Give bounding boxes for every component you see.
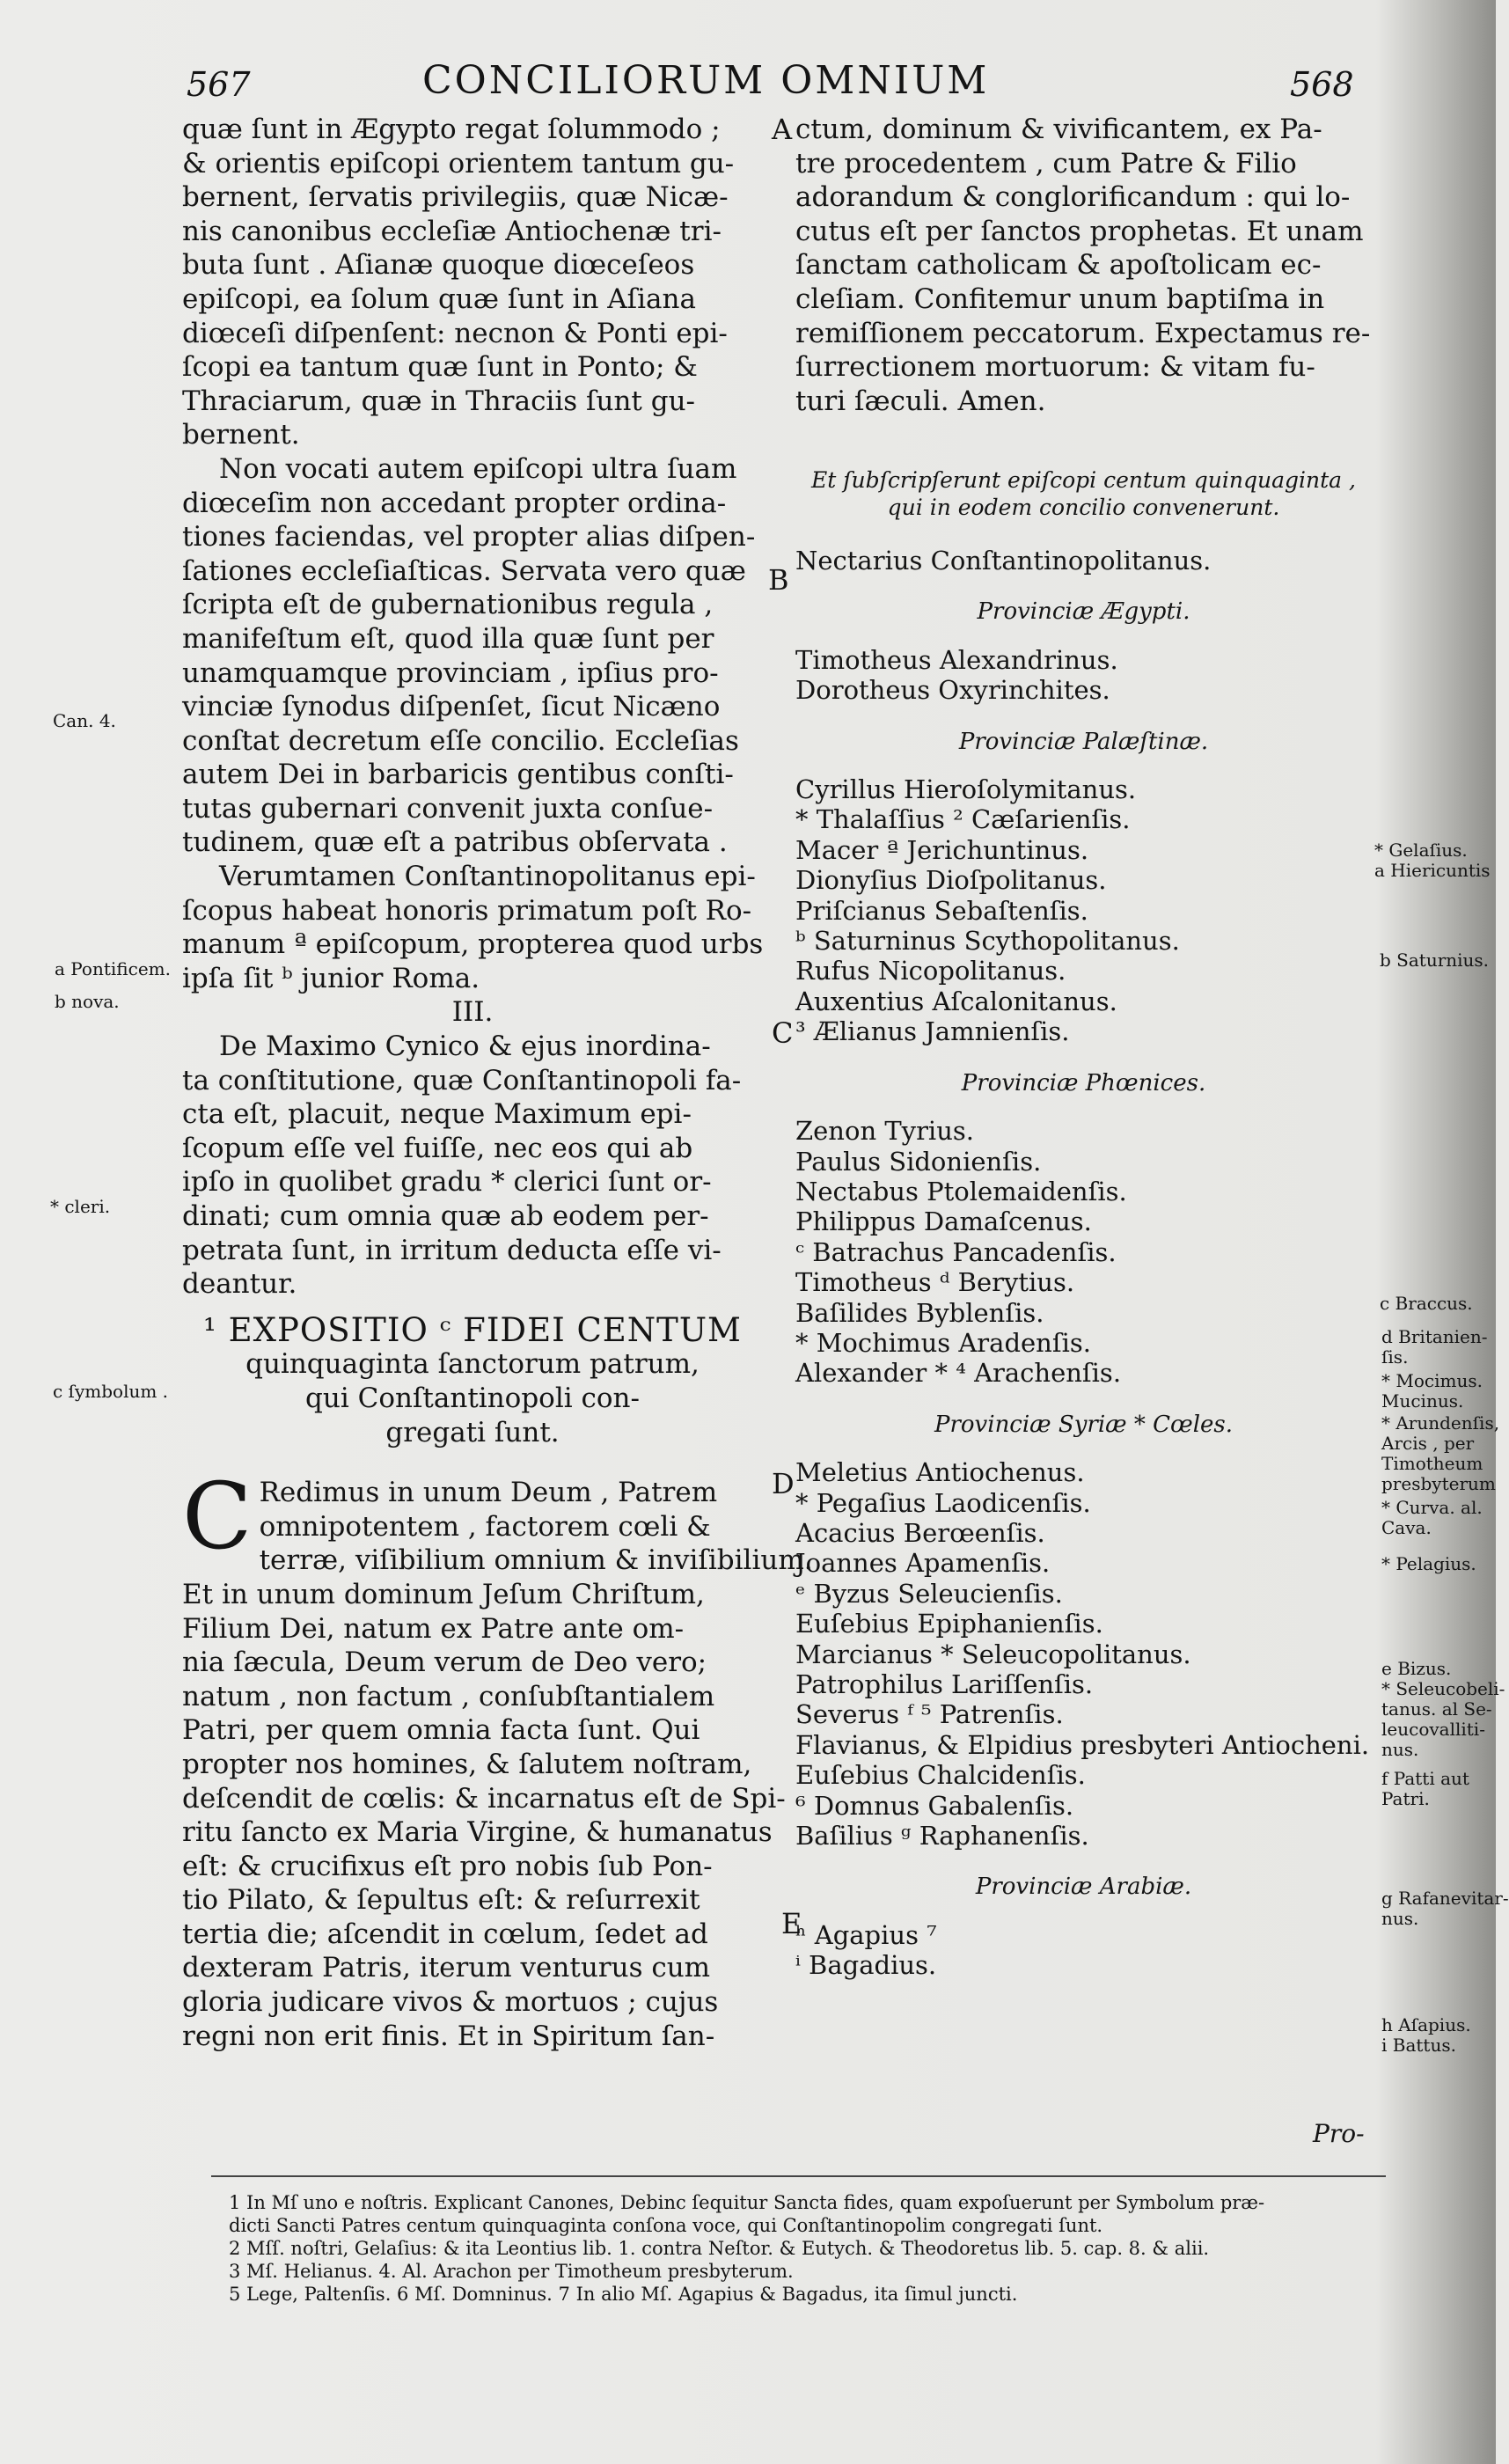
- bishop-name: Patrophilus Lariſſenſis.: [795, 1669, 1094, 1699]
- section-letter-c: C: [772, 1016, 794, 1050]
- margin-note-a: a Pontificem.: [55, 958, 171, 979]
- bishop-name: Dionyſius Dioſpolitanus.: [795, 865, 1107, 896]
- margin-line: f Patti aut: [1381, 1768, 1469, 1789]
- bishop-name: Severus ᶠ ⁵ Patrenſis.: [795, 1699, 1064, 1730]
- creed-line: tio Pilato, & ſepultus eſt: & reſurrexit: [182, 1884, 700, 1917]
- bishop-name: Timotheus Alexandrinus.: [795, 644, 1118, 675]
- running-title: CONCILIORUM OMNIUM: [422, 58, 990, 103]
- bishop-name: Rufus Nicopolitanus.: [795, 956, 1066, 986]
- text-line: conſtat decretum eſſe concilio. Eccleſias: [182, 724, 739, 757]
- text-line: & orientis epiſcopi orientem tantum gu-: [182, 147, 735, 180]
- margin-line: tanus. al Se-: [1381, 1698, 1492, 1720]
- text-line: nis canonibus eccleſiæ Antiochenæ tri-: [182, 215, 722, 247]
- bishop-name: ³ Ælianus Jamnienſis.: [795, 1016, 1070, 1047]
- bishop-name: Priſcianus Sebaſtenſis.: [795, 895, 1088, 926]
- text-line: dinati; cum omnia quæ ab eodem per-: [182, 1200, 709, 1232]
- bishop-name: * Mochimus Aradenſis.: [795, 1327, 1091, 1358]
- margin-line: * Curva. al.: [1381, 1497, 1483, 1518]
- text-line: bernent, ſervatis privilegiis, quæ Nicæ-: [182, 181, 729, 214]
- creed-line: tertia die; aſcendit in cœlum, ſedet ad: [182, 1918, 708, 1950]
- creed-line: gloria judicare vivos & mortuos ; cujus: [182, 1986, 719, 2019]
- creed-line: Redimus in unum Deum , Patrem: [259, 1477, 718, 1509]
- margin-note-r10: [1381, 1769, 1469, 1809]
- margin-line: * Seleucobeli-: [1381, 1678, 1505, 1699]
- bishop-name: Euſebius Epiphanienſis.: [795, 1609, 1103, 1639]
- footnote-line: dicti Sancti Patres centum quinquaginta conſona voce, qui Conſtantinopolim congregati ſunt.: [229, 2215, 1103, 2236]
- creed-line: dexteram Patris, iterum venturus cum: [182, 1952, 711, 1984]
- text-line: vinciæ ſynodus diſpenſet, ſicut Nicæno: [182, 691, 721, 723]
- creed-line: ſanctam catholicam & apoſtolicam ec-: [795, 249, 1322, 282]
- text-line: ſcopum eſſe vel fuiſſe, nec eos qui ab: [182, 1132, 693, 1164]
- text-line: ipſa ſit ᵇ junior Roma.: [182, 962, 480, 994]
- creed-line: cutus eſt per ſanctos prophetas. Et unam: [795, 215, 1364, 247]
- margin-note-can: Can. 4.: [53, 710, 116, 731]
- catchword: Pro-: [1313, 2119, 1365, 2148]
- margin-note-b: b nova.: [55, 991, 120, 1012]
- subscription-line: qui in eodem concilio convenerunt.: [887, 495, 1280, 520]
- section-letter-d: D: [772, 1467, 795, 1500]
- subtitle-line: qui Conſtantinopoli con-: [305, 1382, 640, 1414]
- province-heading: Provinciæ Phœnices.: [961, 1069, 1206, 1096]
- text-line: manifeſtum eſt, quod illa quæ ſunt per: [182, 622, 714, 655]
- creed-block: [182, 1463, 813, 2053]
- footnote-line: 1 In Mſ uno e noſtris. Explicant Canones, Debinc ſequitur Sancta fides, quam expoſuerunt per Symbolum præ-: [229, 2192, 1265, 2213]
- province-heading: Provinciæ Arabiæ.: [975, 1874, 1192, 1901]
- text-line: manum ª epiſcopum, propterea quod urbs: [182, 928, 764, 961]
- text-line: cta eſt, placuit, neque Maximum epi-: [182, 1098, 692, 1131]
- subscription-line: Et ſubſcripſerunt epiſcopi centum quinquaginta ,: [811, 467, 1356, 493]
- creed-line: deſcendit de cœlis: & incarnatus eſt de Spi-: [182, 1782, 786, 1815]
- text-line: tudinem, quæ eſt a patribus obſervata .: [182, 826, 728, 859]
- creed-line: tre procedentem , cum Patre & Filio: [795, 147, 1297, 180]
- bishop-name: Auxentius Aſcalonitanus.: [795, 986, 1117, 1016]
- bishop-name: Euſebius Chalcidenſis.: [795, 1760, 1086, 1791]
- margin-line: h Aſapius.: [1381, 2014, 1471, 2035]
- footnote-rule: [211, 2175, 1386, 2177]
- footnote-line: 2 Mſſ. noſtri, Gelaſius: & ita Leontius lib. 1. contra Neſtor. & Eutych. & Theodoretus lib. 5. cap. 8. & alii.: [229, 2238, 1210, 2259]
- bishop-name: Joannes Apamenſis.: [795, 1548, 1051, 1579]
- footnote-line: 3 Mſ. Helianus. 4. Al. Arachon per Timotheum presbyterum.: [229, 2261, 794, 2282]
- creed-line: nia ſæcula, Deum verum de Deo vero;: [182, 1646, 707, 1679]
- bishop-name: ᵇ Saturninus Scythopolitanus.: [795, 926, 1180, 957]
- text-line: Non vocati autem epiſcopi ultra ſuam: [219, 452, 737, 485]
- margin-note-symbolum: c ſymbolum .: [53, 1381, 169, 1402]
- bishop-name: ᵉ Byzus Seleucienſis.: [795, 1578, 1063, 1609]
- margin-line: ſis.: [1381, 1346, 1409, 1368]
- creed-line: ritu ſancto ex Maria Virgine, & humanatus: [182, 1816, 773, 1849]
- margin-note-r1: [1374, 840, 1491, 881]
- footnotes: [229, 2191, 1390, 2306]
- bishop-name: Macer ª Jerichuntinus.: [795, 834, 1089, 865]
- section-letter-b: B: [768, 563, 789, 597]
- bishop-name: * Pegaſius Laodicenſis.: [795, 1487, 1091, 1518]
- creed-line: omnipotentem , factorem cœli &: [259, 1510, 711, 1543]
- text-line: petrata ſunt, in irritum deducta eſſe vi-: [182, 1234, 722, 1266]
- margin-note-r6: [1381, 1413, 1499, 1494]
- margin-line: a Hiericuntis: [1374, 860, 1491, 881]
- text-line: epiſcopi, ea ſolum quæ ſunt in Aſiana: [182, 282, 696, 315]
- first-signatory: Nectarius Conſtantinopolitanus.: [795, 546, 1212, 576]
- creed-text: [182, 1463, 813, 2053]
- province-heading: Provinciæ Syriæ * Cœles.: [934, 1411, 1234, 1438]
- expositio-subtitle: [182, 1347, 763, 1449]
- drop-cap: C: [182, 1463, 253, 1571]
- bishop-name: ʰ Agapius ⁷: [795, 1919, 937, 1950]
- section-letter-a: A: [772, 113, 793, 146]
- text-line: Verumtamen Conſtantinopolitanus epi-: [219, 861, 756, 893]
- bishop-name: Baſilius ᵍ Raphanenſis.: [795, 1821, 1089, 1852]
- margin-line: Timotheum: [1381, 1453, 1483, 1474]
- creed-line: remiſſionem peccatorum. Expectamus re-: [795, 317, 1371, 349]
- text-line: unamquamque provinciam , ipſius pro-: [182, 656, 719, 689]
- subscription-heading: [795, 466, 1372, 521]
- creed-line: ctum, dominum & vivificantem, ex Pa-: [795, 114, 1322, 145]
- margin-line: Patri.: [1381, 1788, 1430, 1809]
- bishop-name: ⁱ Bagadius.: [795, 1950, 937, 1981]
- creed-line: natum , non factum , conſubſtantialem: [182, 1680, 715, 1712]
- text-line: ſationes eccleſiaſticas. Servata vero quæ: [182, 554, 746, 587]
- bishop-name: Philippus Damaſcenus.: [795, 1206, 1092, 1237]
- creed-line: eſt: & crucifixus eſt pro nobis ſub Pon-: [182, 1850, 713, 1882]
- subtitle-line: quinquaginta ſanctorum patrum,: [245, 1348, 700, 1381]
- margin-line: Arcis , per: [1381, 1433, 1475, 1454]
- margin-note-r2: b Saturnius.: [1380, 950, 1490, 971]
- bishop-name: Meletius Antiochenus.: [795, 1457, 1085, 1488]
- margin-note-r12: [1381, 2015, 1471, 2056]
- text-line: autem Dei in barbaricis gentibus conſti-: [182, 759, 734, 791]
- margin-line: nus.: [1381, 1908, 1419, 1929]
- right-column-creed: [795, 113, 1372, 418]
- creed-line: regni non erit finis. Et in Spiritum ſan-: [182, 2020, 715, 2052]
- subtitle-line: gregati ſunt.: [385, 1416, 560, 1448]
- canon-text-para3: [182, 860, 763, 995]
- text-line: quæ ſunt in Ægypto regat ſolummodo ;: [182, 114, 721, 145]
- margin-note-r3: c Braccus.: [1380, 1293, 1473, 1314]
- bishop-name: Nectabus Ptolemaidenſis.: [795, 1176, 1127, 1206]
- creed-line: ſurrectionem mortuorum: & vitam fu-: [795, 351, 1315, 384]
- text-line: tiones faciendas, vel propter alias diſpen-: [182, 521, 756, 554]
- text-line: tutas gubernari convenit juxta conſue-: [182, 792, 714, 825]
- creed-line: turi ſæculi. Amen.: [795, 385, 1046, 417]
- bishop-name: Acacius Berœenſis.: [795, 1517, 1045, 1548]
- province-heading: Provinciæ Palæſtinæ.: [958, 728, 1209, 755]
- margin-note-r7: [1381, 1498, 1483, 1538]
- text-line: ta conſtitutione, quæ Conſtantinopoli fa-: [182, 1064, 742, 1096]
- text-line: diœceſi diſpenſent: necnon & Ponti epi-: [182, 317, 728, 349]
- province-heading: Provinciæ Ægypti.: [977, 598, 1190, 626]
- text-line: Thraciarum, quæ in Thraciis ſunt gu-: [182, 385, 696, 417]
- creed-line: Filium Dei, natum ex Patre ante om-: [182, 1612, 685, 1645]
- margin-line: g Rafanevitar-: [1381, 1888, 1509, 1909]
- text-line: deantur.: [182, 1268, 297, 1301]
- bishop-name: ᶜ Batrachus Pancadenſis.: [795, 1236, 1117, 1267]
- margin-line: * Gelaſius.: [1374, 840, 1468, 861]
- bishop-name: Alexander * ⁴ Arachenſis.: [795, 1358, 1122, 1389]
- text-line: ſcripta eſt de gubernationibus regula ,: [182, 589, 714, 621]
- canon-text-para2: [182, 452, 763, 860]
- margin-line: * Mocimus.: [1381, 1370, 1483, 1391]
- bishop-name: Dorotheus Oxyrinchites.: [795, 675, 1110, 706]
- section-number: III.: [451, 996, 494, 1029]
- footnote-line: 5 Lege, Paltenſis. 6 Mſ. Domninus. 7 In alio Mſ. Agapius & Bagadus, ita ſimul juncti.: [229, 2284, 1018, 2305]
- creed-line: cleſiam. Confitemur unum baptiſma in: [795, 282, 1325, 315]
- text-line: ſcopus habeat honoris primatum poſt Ro-: [182, 894, 752, 927]
- margin-line: e Bizus.: [1381, 1658, 1452, 1679]
- margin-note-r11: [1381, 1888, 1509, 1929]
- margin-note-r5: [1381, 1371, 1483, 1412]
- creed-line: terræ, viſibilium omnium & inviſibilium.: [259, 1544, 813, 1577]
- text-line: ipſo in quolibet gradu * clerici ſunt or-: [182, 1166, 712, 1199]
- bishop-name: Cyrillus Hieroſolymitanus.: [795, 774, 1137, 805]
- text-line: bernent.: [182, 419, 300, 451]
- margin-line: presbyterum: [1381, 1473, 1496, 1494]
- canon-text-para1: [182, 113, 763, 452]
- margin-line: leucovalliti-: [1381, 1719, 1485, 1740]
- text-line: De Maximo Cynico & ejus inordina-: [219, 1030, 711, 1063]
- margin-line: nus.: [1381, 1739, 1419, 1760]
- signatories-list: [795, 447, 1372, 1981]
- expositio-heading: [182, 1310, 763, 1449]
- bishop-name: Zenon Tyrius.: [795, 1116, 974, 1147]
- margin-line: Cava.: [1381, 1517, 1432, 1538]
- margin-line: i Battus.: [1381, 2035, 1456, 2056]
- margin-note-r9: [1381, 1659, 1505, 1760]
- creed-continuation: [795, 113, 1372, 418]
- left-column: [182, 113, 813, 2053]
- margin-line: Mucinus.: [1381, 1390, 1464, 1412]
- page-number-left: 567: [187, 65, 251, 104]
- bishop-name: * Thalaſſius ² Cæſarienſis.: [795, 804, 1131, 835]
- text-line: buta ſunt . Aſianæ quoque diœceſeos: [182, 249, 695, 282]
- margin-note-r8: * Pelagius.: [1381, 1553, 1476, 1574]
- margin-note-cleri: * cleri.: [50, 1196, 111, 1217]
- margin-line: * Arundenſis,: [1381, 1412, 1500, 1434]
- bishop-name: Timotheus ᵈ Berytius.: [795, 1267, 1075, 1298]
- bishop-name: ⁶ Domnus Gabalenſis.: [795, 1790, 1074, 1821]
- text-line: ſcopi ea tantum quæ ſunt in Ponto; &: [182, 351, 698, 384]
- creed-line: Patri, per quem omnia facta ſunt. Qui: [182, 1714, 700, 1747]
- page-number-right: 568: [1290, 65, 1354, 104]
- canon-text-para4: [182, 1030, 763, 1302]
- provinces-list: [795, 597, 1372, 1980]
- margin-line: d Britanien-: [1381, 1326, 1488, 1347]
- bishop-name: Paulus Sidonienſis.: [795, 1146, 1042, 1177]
- creed-line: Et in unum dominum Jeſum Chriſtum,: [182, 1578, 705, 1610]
- margin-note-r4: [1381, 1327, 1488, 1368]
- creed-line: propter nos homines, & ſalutem noſtram,: [182, 1748, 752, 1780]
- creed-line: adorandum & conglorificandum : qui lo-: [795, 181, 1351, 214]
- section-letter-e: E: [781, 1907, 802, 1940]
- expositio-title: ¹ EXPOSITIO ᶜ FIDEI CENTUM: [203, 1310, 742, 1349]
- bishop-name: Marcianus * Seleucopolitanus.: [795, 1639, 1191, 1669]
- text-line: diœceſim non accedant propter ordina-: [182, 487, 727, 519]
- bishop-name: Baſilides Byblenſis.: [795, 1297, 1044, 1328]
- bishop-name: Flavianus, & Elpidius presbyteri Antiocheni.: [795, 1729, 1370, 1760]
